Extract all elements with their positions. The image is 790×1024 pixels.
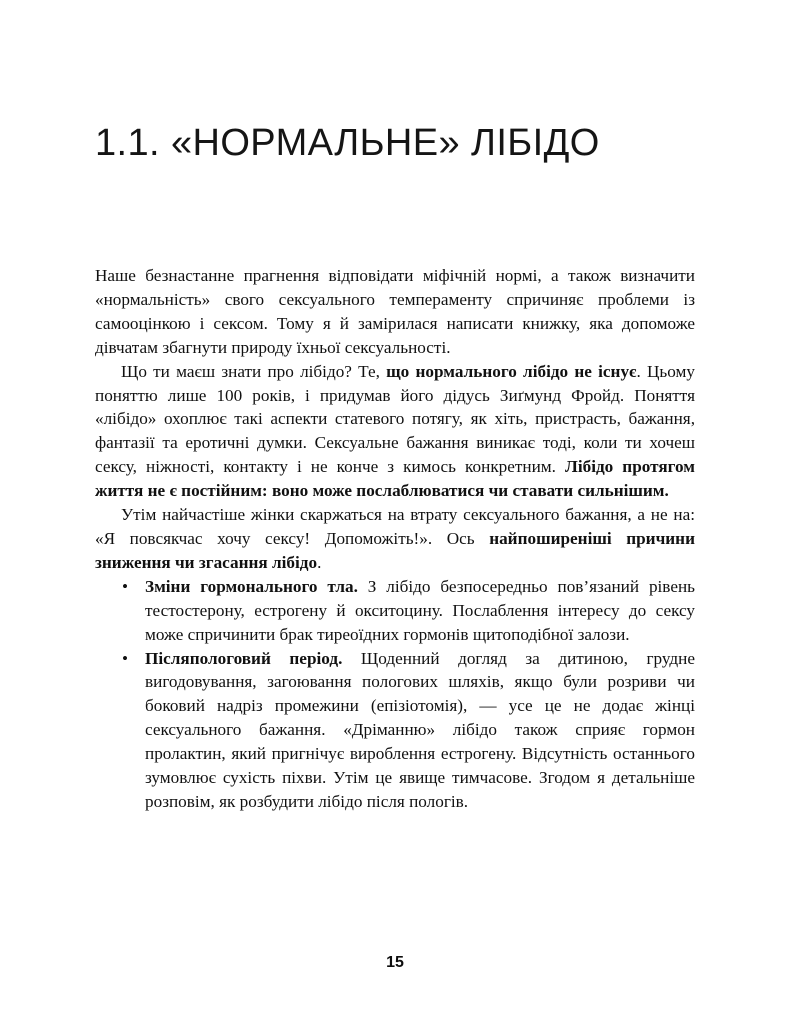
bold-run: Післяпологовий період. xyxy=(145,648,343,668)
text-run: Наше безнастанне прагнення відповідати міфічній нормі, а також визначити «нормальність» свого сексуального темпераменту спричиняє проблеми із самооцінкою і сексом. Тому я й замірилася написати книжку, яка допоможе дівчатам збагнути природу їхньої сексуальності. xyxy=(95,266,695,357)
list-item-text xyxy=(145,577,695,644)
paragraph xyxy=(95,264,695,360)
bold-run: що нормального лібідо не існує xyxy=(386,361,637,381)
bold-run: Зміни гормонального тла. xyxy=(145,576,358,596)
list-item xyxy=(95,647,695,814)
text-run: Щоденний догляд за дитиною, грудне вигодовування, загоювання пологових шляхів, якщо були розриви чи боковий надріз промежини (епізіотомія), — усе це не додає жінці сексуального бажання. «Дріманню» лібідо також сприяє гормон пролактин, який пригнічує вироблення естрогену. Відсутність останнього зумовлює сухість піхви. Утім це явище тимчасове. Згодом я детальніше розповім, як розбудити лібідо після пологів. xyxy=(145,648,696,811)
page-title: 1.1. «НОРМАЛЬНЕ» ЛІБІДО xyxy=(95,122,600,165)
list-item xyxy=(95,575,695,647)
bold-run: найпоширеніші причини зниження чи згасання лібідо xyxy=(95,528,695,572)
paragraph xyxy=(95,503,695,575)
text-run: . Цьому поняттю лише 100 років, і придумав його дідусь Зиґмунд Фройд. Поняття «лібідо» охоплює такі аспекти статевого потягу, як хіть, пристрасть, бажання, фантазії та еротичні думки. Сексуальне бажання виникає тоді, коли ти хочеш сексу, ніжності, контакту і не конче з кимось конкретним. xyxy=(95,361,695,477)
bullet-marker-icon: • xyxy=(122,648,129,668)
list-item-text xyxy=(145,649,695,811)
page-number: 15 xyxy=(386,954,404,971)
paragraph xyxy=(95,360,695,503)
text-run: Утім найчастіше жінки скаржаться на втрату сексуального бажання, а не на: «Я повсякчас хочу сексу! Допоможіть!». Ось xyxy=(95,505,695,548)
bullet-marker-icon: • xyxy=(122,576,129,596)
body-text-column xyxy=(95,264,695,814)
text-run: Що ти маєш знати про лібідо? Те, xyxy=(121,361,387,381)
text-run: . xyxy=(317,552,322,572)
text-run: З лібідо безпосередньо пов’язаний рівень тестостерону, естрогену й окситоцину. Послаблення інтересу до сексу може спричинити брак тиреоїдних гормонів щитоподібної залози. xyxy=(145,576,695,644)
bold-run: Лібідо протягом життя не є постійним: воно може послаблюватися чи ставати сильнішим. xyxy=(95,457,695,501)
causes-list xyxy=(95,575,695,814)
